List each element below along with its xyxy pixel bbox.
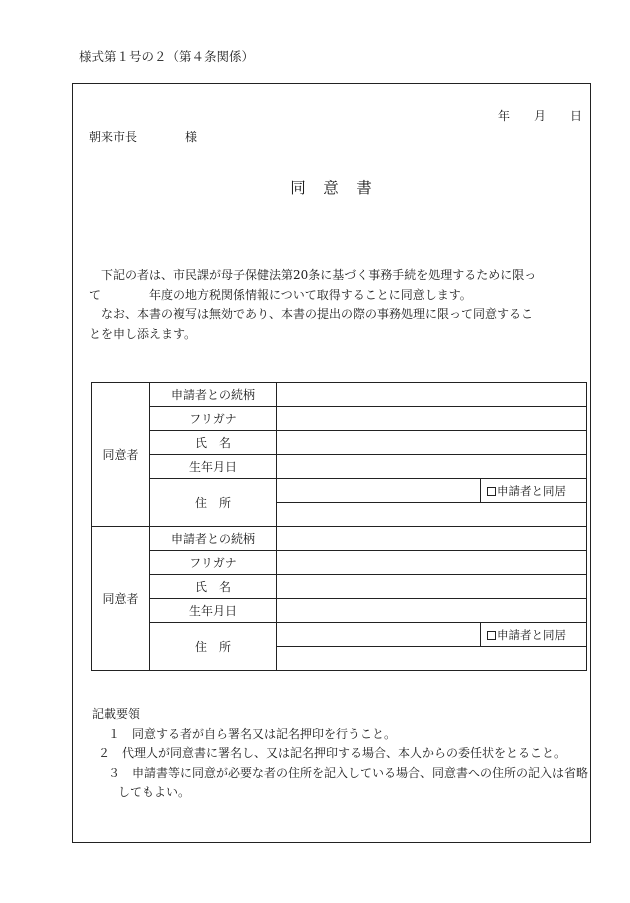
birthdate-field[interactable] [277,599,587,623]
frame-bottom-border [72,842,591,843]
consent-body [89,266,588,344]
name-label: 氏 名 [150,431,277,455]
checkbox-icon[interactable] [487,487,496,496]
same-as-applicant-option[interactable] [481,623,587,647]
name-label: 氏 名 [150,575,277,599]
name-field[interactable] [277,575,587,599]
table-row [92,527,587,551]
relation-field[interactable] [277,527,587,551]
table-row [92,407,587,431]
consenter-table [91,382,587,671]
checkbox-icon[interactable] [487,631,496,640]
same-as-applicant-option[interactable] [481,479,587,503]
addressee: 朝来市長 様 [89,130,198,144]
instruction-item: ２ 代理人が同意書に署名し、又は記名押印する場合、本人からの委任状をとること。 [98,746,567,760]
furigana-field[interactable] [277,407,587,431]
address-field-line-2[interactable] [277,647,587,671]
document-title: 同 意 書 [290,179,373,197]
table-row [92,479,587,503]
instructions-heading: 記載要領 [92,707,141,721]
same-as-applicant-label: 申請者と同居 [497,627,566,642]
birthdate-field[interactable] [277,455,587,479]
address-label: 住 所 [150,479,277,527]
table-row [92,575,587,599]
address-field-line-1[interactable] [277,479,481,503]
address-field-line-1[interactable] [277,623,481,647]
address-label: 住 所 [150,623,277,671]
body-line: 下記の者は、市民課が母子保健法第20条に基づく事務手続を処理するために限っ [89,268,537,282]
relation-field[interactable] [277,383,587,407]
table-row [92,455,587,479]
furigana-label: フリガナ [150,407,277,431]
form-number: 様式第１号の２（第４条関係） [79,49,255,64]
same-as-applicant-label: 申請者と同居 [497,483,566,498]
birthdate-label: 生年月日 [150,599,277,623]
table-row [92,431,587,455]
relation-label: 申請者との続柄 [150,383,277,407]
body-line: て 年度の地方税関係情報について取得することに同意します。 [89,287,472,302]
instructions [92,705,590,803]
table-row [92,551,587,575]
name-field[interactable] [277,431,587,455]
table-row [92,623,587,647]
body-line: とを申し添えます。 [89,326,197,341]
instruction-item: １ 同意する者が自ら署名又は記名押印を行うこと。 [108,726,397,741]
consenter-group-label: 同意者 [92,383,150,527]
table-row [92,599,587,623]
date-line: 年 月 日 [497,109,582,123]
table-row [92,383,587,407]
consenter-group-label: 同意者 [92,527,150,671]
birthdate-label: 生年月日 [150,455,277,479]
relation-label: 申請者との続柄 [150,527,277,551]
furigana-field[interactable] [277,551,587,575]
address-field-line-2[interactable] [277,503,587,527]
body-line: なお、本書の複写は無効であり、本書の提出の際の事務処理に限って同意するこ [89,307,534,321]
instruction-item: ３ 申請書等に同意が必要な者の住所を記入している場合、同意書への住所の記入は省略してもよい。 [108,765,589,799]
furigana-label: フリガナ [150,551,277,575]
